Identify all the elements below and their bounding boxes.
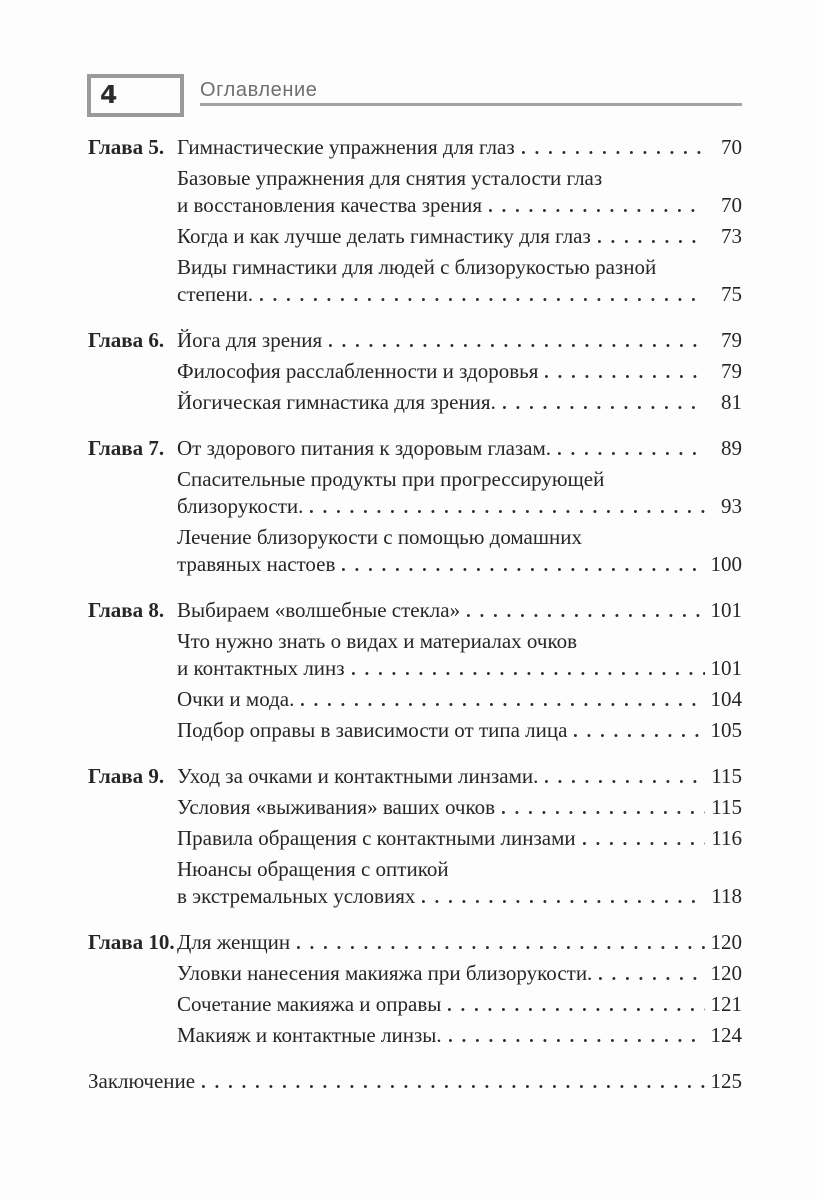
entry-line [177, 358, 742, 385]
entry-page-number: 104 [710, 687, 742, 711]
dot-leader [598, 223, 705, 250]
entry-line [177, 960, 742, 987]
dot-leader [352, 655, 705, 682]
entry-line [177, 223, 742, 250]
dot-leader [545, 358, 705, 385]
entry-line: Что нужно знать о видах и материалах очков [177, 629, 578, 653]
entry-title-text: Уловки нанесения макияжа при близорукости. [177, 961, 593, 985]
entry-line [88, 1068, 742, 1095]
toc-section [88, 435, 742, 578]
entry-page-number: 73 [721, 224, 742, 248]
entry-title-text: Подбор оправы в зависимости от типа лица [177, 718, 568, 742]
entry-content [177, 389, 742, 416]
page-number-box [87, 74, 184, 117]
entry-page-number: 115 [711, 764, 742, 788]
entry-page-number: 118 [711, 884, 742, 908]
entry-page-number: 79 [721, 359, 742, 383]
entry-title-text: Очки и мода. [177, 687, 295, 711]
toc-sub-entry [88, 358, 742, 385]
dot-leader [503, 389, 705, 416]
entry-line: Лечение близорукости с помощью домашних [177, 525, 583, 549]
chapter-label: Глава 7. [88, 436, 165, 460]
entry-page-number: 121 [710, 992, 742, 1016]
entry-title-text: травяных настоев [177, 552, 336, 576]
entry-content [177, 763, 742, 790]
chapter-label [88, 686, 177, 713]
toc-section [88, 327, 742, 416]
entry-content [177, 1022, 742, 1049]
entry-page-number: 70 [721, 193, 742, 217]
dot-leader [260, 281, 705, 308]
entry-line [177, 389, 742, 416]
entry-content [177, 358, 742, 385]
toc-chapter-entry [88, 435, 742, 462]
entry-line [177, 493, 742, 520]
entry-page-number: 81 [721, 390, 742, 414]
toc-sub-entry [88, 165, 742, 219]
toc-chapter-entry [88, 597, 742, 624]
chapter-label: Глава 5. [88, 135, 165, 159]
entry-line [177, 327, 742, 354]
entry-page-number: 79 [721, 328, 742, 352]
dot-leader [297, 929, 705, 956]
toc-sub-entry [88, 628, 742, 682]
entry-title-text: Для женщин [177, 930, 291, 954]
entry-content [177, 223, 742, 250]
toc-sub-entry [88, 223, 742, 250]
entry-title-text: Йогическая гимнастика для зрения. [177, 390, 496, 414]
entry-content [177, 856, 742, 910]
chapter-label [88, 389, 177, 416]
entry-title-text: Макияж и контактные линзы. [177, 1023, 442, 1047]
entry-line [177, 597, 742, 624]
toc-chapter-entry [88, 327, 742, 354]
dot-leader [522, 134, 705, 161]
entry-title-text: степени. [177, 282, 254, 306]
entry-title-text: Правила обращения с контактными линзами [177, 826, 576, 850]
entry-line [177, 883, 742, 910]
chapter-label [88, 1022, 177, 1049]
entry-line [177, 134, 742, 161]
entry-page-number: 101 [710, 598, 742, 622]
entry-page-number: 70 [721, 135, 742, 159]
entry-page-number: 101 [710, 656, 742, 680]
entry-content [177, 794, 742, 821]
toc-chapter-entry [88, 929, 742, 956]
dot-leader [502, 794, 705, 821]
entry-title-text: близорукости. [177, 494, 304, 518]
page-number: 4 [100, 80, 118, 109]
entry-line [177, 551, 742, 578]
chapter-label: Глава 8. [88, 598, 165, 622]
entry-page-number: 89 [721, 436, 742, 460]
dot-leader [301, 686, 705, 713]
toc-sub-entry [88, 717, 742, 744]
toc-sub-entry [88, 524, 742, 578]
toc-conclusion-entry [88, 1068, 742, 1095]
chapter-label [88, 358, 177, 385]
entry-line [177, 192, 742, 219]
chapter-label [88, 165, 177, 219]
dot-leader [449, 1022, 705, 1049]
entry-line [177, 717, 742, 744]
toc-section [88, 1068, 742, 1095]
entry-title-text: Философия расслабленности и здоровья [177, 359, 539, 383]
chapter-label [88, 628, 177, 682]
dot-leader [467, 597, 705, 624]
entry-content [177, 597, 742, 624]
chapter-label: Глава 6. [88, 328, 165, 352]
chapter-label [88, 717, 177, 744]
toc-chapter-entry [88, 134, 742, 161]
entry-line: Виды гимнастики для людей с близорукостью разной [177, 255, 657, 279]
toc-section [88, 597, 742, 744]
entry-line [177, 794, 742, 821]
dot-leader [489, 192, 705, 219]
dot-leader [583, 825, 705, 852]
chapter-label: Глава 10. [88, 930, 175, 954]
entry-page-number: 120 [710, 930, 742, 954]
entry-line [177, 825, 742, 852]
entry-line: Спасительные продукты при прогрессирующей [177, 467, 605, 491]
dot-leader [558, 435, 705, 462]
toc-sub-entry [88, 825, 742, 852]
toc-chapter-entry [88, 763, 742, 790]
entry-content [177, 134, 742, 161]
entry-title-text: и восстановления качества зрения [177, 193, 482, 217]
toc-list [88, 134, 742, 1114]
entry-title-text: Гимнастические упражнения для глаз [177, 135, 515, 159]
entry-page-number: 124 [710, 1023, 742, 1047]
chapter-label [88, 960, 177, 987]
entry-title-text: Условия «выживания» ваших очков [177, 795, 496, 819]
entry-title-text: в экстремальных условиях [177, 884, 416, 908]
entry-line [177, 686, 742, 713]
entry-content [177, 524, 742, 578]
chapter-label [88, 794, 177, 821]
toc-sub-entry [88, 389, 742, 416]
entry-page-number: 93 [721, 494, 742, 518]
header-rule [200, 103, 742, 106]
toc-sub-entry [88, 254, 742, 308]
entry-title-text: Сочетание макияжа и оправы [177, 992, 442, 1016]
dot-leader [574, 717, 705, 744]
entry-title-text: Выбираем «волшебные стекла» [177, 598, 461, 622]
toc-sub-entry [88, 794, 742, 821]
dot-leader [545, 763, 705, 790]
toc-section [88, 929, 742, 1049]
entry-line [177, 991, 742, 1018]
dot-leader [599, 960, 705, 987]
chapter-label [88, 223, 177, 250]
entry-content [177, 825, 742, 852]
chapter-label: Глава 9. [88, 764, 165, 788]
entry-content [177, 991, 742, 1018]
entry-content [177, 254, 742, 308]
toc-section [88, 134, 742, 308]
entry-line [177, 1022, 742, 1049]
entry-content [177, 327, 742, 354]
entry-line [177, 435, 742, 462]
entry-page-number: 105 [710, 718, 742, 742]
entry-content [177, 960, 742, 987]
entry-content [177, 435, 742, 462]
entry-line [177, 655, 742, 682]
toc-sub-entry [88, 1022, 742, 1049]
header-title: Оглавление [200, 79, 318, 101]
entry-content [177, 929, 742, 956]
entry-page-number: 120 [710, 961, 742, 985]
entry-title-text: и контактных линз [177, 656, 345, 680]
entry-title-text: Уход за очками и контактными линзами. [177, 764, 539, 788]
entry-title-text: Йога для зрения [177, 328, 323, 352]
toc-sub-entry [88, 856, 742, 910]
entry-title-text: Заключение [88, 1069, 196, 1093]
entry-line [177, 929, 742, 956]
entry-page-number: 125 [710, 1069, 742, 1093]
dot-leader [342, 551, 705, 578]
toc-sub-entry [88, 960, 742, 987]
entry-line [177, 281, 742, 308]
dot-leader [202, 1068, 705, 1095]
toc-section [88, 763, 742, 910]
chapter-label [88, 856, 177, 910]
chapter-label [88, 991, 177, 1018]
entry-page-number: 75 [721, 282, 742, 306]
entry-page-number: 115 [711, 795, 742, 819]
entry-content [177, 686, 742, 713]
entry-page-number: 116 [711, 826, 742, 850]
chapter-label [88, 524, 177, 578]
entry-page-number: 100 [710, 552, 742, 576]
chapter-label [88, 254, 177, 308]
entry-content [88, 1068, 742, 1095]
entry-content [177, 717, 742, 744]
dot-leader [422, 883, 705, 910]
toc-sub-entry [88, 686, 742, 713]
toc-sub-entry [88, 991, 742, 1018]
chapter-label [88, 825, 177, 852]
entry-content [177, 165, 742, 219]
toc-sub-entry [88, 466, 742, 520]
entry-title-text: Когда и как лучше делать гимнастику для глаз [177, 224, 591, 248]
entry-title-text: От здорового питания к здоровым глазам. [177, 436, 552, 460]
chapter-label [88, 466, 177, 520]
entry-line [177, 763, 742, 790]
entry-line: Нюансы обращения с оптикой [177, 857, 449, 881]
dot-leader [329, 327, 705, 354]
dot-leader [310, 493, 705, 520]
dot-leader [448, 991, 705, 1018]
entry-line: Базовые упражнения для снятия усталости глаз [177, 166, 603, 190]
entry-content [177, 628, 742, 682]
entry-content [177, 466, 742, 520]
